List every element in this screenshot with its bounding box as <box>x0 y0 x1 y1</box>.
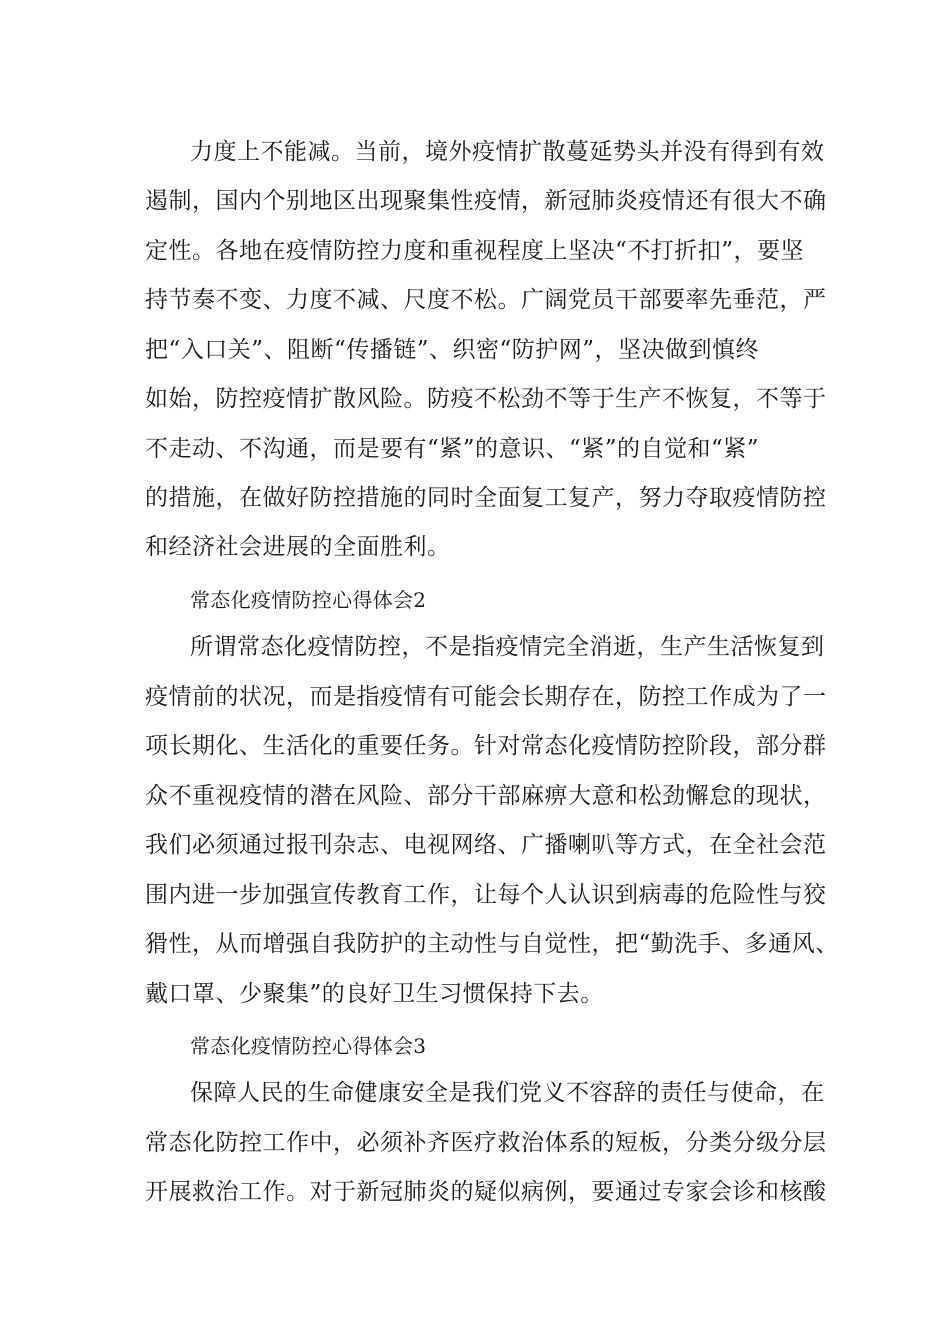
paragraph-line: 项长期化、生活化的重要任务。针对常态化疫情防控阶段，部分群 <box>145 733 827 759</box>
paragraph-line: 定性。各地在疫情防控力度和重视程度上坚决“不打折扣”，要坚 <box>145 238 805 264</box>
paragraph-line: 的措施，在做好防控措施的同时全面复工复产，努力夺取疫情防控 <box>145 485 827 511</box>
section-heading-2: 常态化疫情防控心得体会2 <box>190 588 427 612</box>
paragraph-line: 常态化防控工作中，必须补齐医疗救治体系的短板，分类分级分层 <box>145 1130 827 1156</box>
paragraph-line: 如始，防控疫情扩散风险。防疫不松劲不等于生产不恢复，不等于 <box>145 386 827 412</box>
paragraph-line: 众不重视疫情的潜在风险、部分干部麻痹大意和松劲懈怠的现状， <box>145 783 827 809</box>
paragraph-line: 开展救治工作。对于新冠肺炎的疑似病例，要通过专家会诊和核酸 <box>145 1179 827 1205</box>
paragraph-line: 疫情前的状况，而是指疫情有可能会长期存在，防控工作成为了一 <box>145 684 827 710</box>
paragraph-line: 所谓常态化疫情防控，不是指疫情完全消逝，生产生活恢复到 <box>190 634 825 660</box>
paragraph-line: 持节奏不变、力度不减、尺度不松。广阔党员干部要率先垂范，严 <box>145 287 827 313</box>
paragraph-line: 围内进一步加强宣传教育工作，让每个人认识到病毒的危险性与狡 <box>145 882 827 908</box>
section-heading-3: 常态化疫情防控心得体会3 <box>190 1034 427 1058</box>
paragraph-line: 不走动、不沟通，而是要有“紧”的意识、“紧”的自觉和“紧” <box>145 436 760 462</box>
paragraph-line: 保障人民的生命健康安全是我们党义不容辞的责任与使命，在 <box>190 1080 825 1106</box>
paragraph-line: 和经济社会进展的全面胜利。 <box>145 534 451 560</box>
paragraph-line: 我们必须通过报刊杂志、电视网络、广播喇叭等方式，在全社会范 <box>145 832 827 858</box>
paragraph-line: 力度上不能减。当前，境外疫情扩散蔓延势头并没有得到有效 <box>190 139 825 165</box>
paragraph-line: 遏制，国内个别地区出现聚集性疫情，新冠肺炎疫情还有很大不确 <box>145 188 827 214</box>
paragraph-line: 猾性，从而增强自我防护的主动性与自觉性，把“勤洗手、多通风、 <box>145 931 839 957</box>
paragraph-line: 把“入口关”、阻断“传播链”、织密“防护网”，坚决做到慎终 <box>145 337 760 363</box>
paragraph-line: 戴口罩、少聚集”的良好卫生习惯保持下去。 <box>145 981 604 1007</box>
